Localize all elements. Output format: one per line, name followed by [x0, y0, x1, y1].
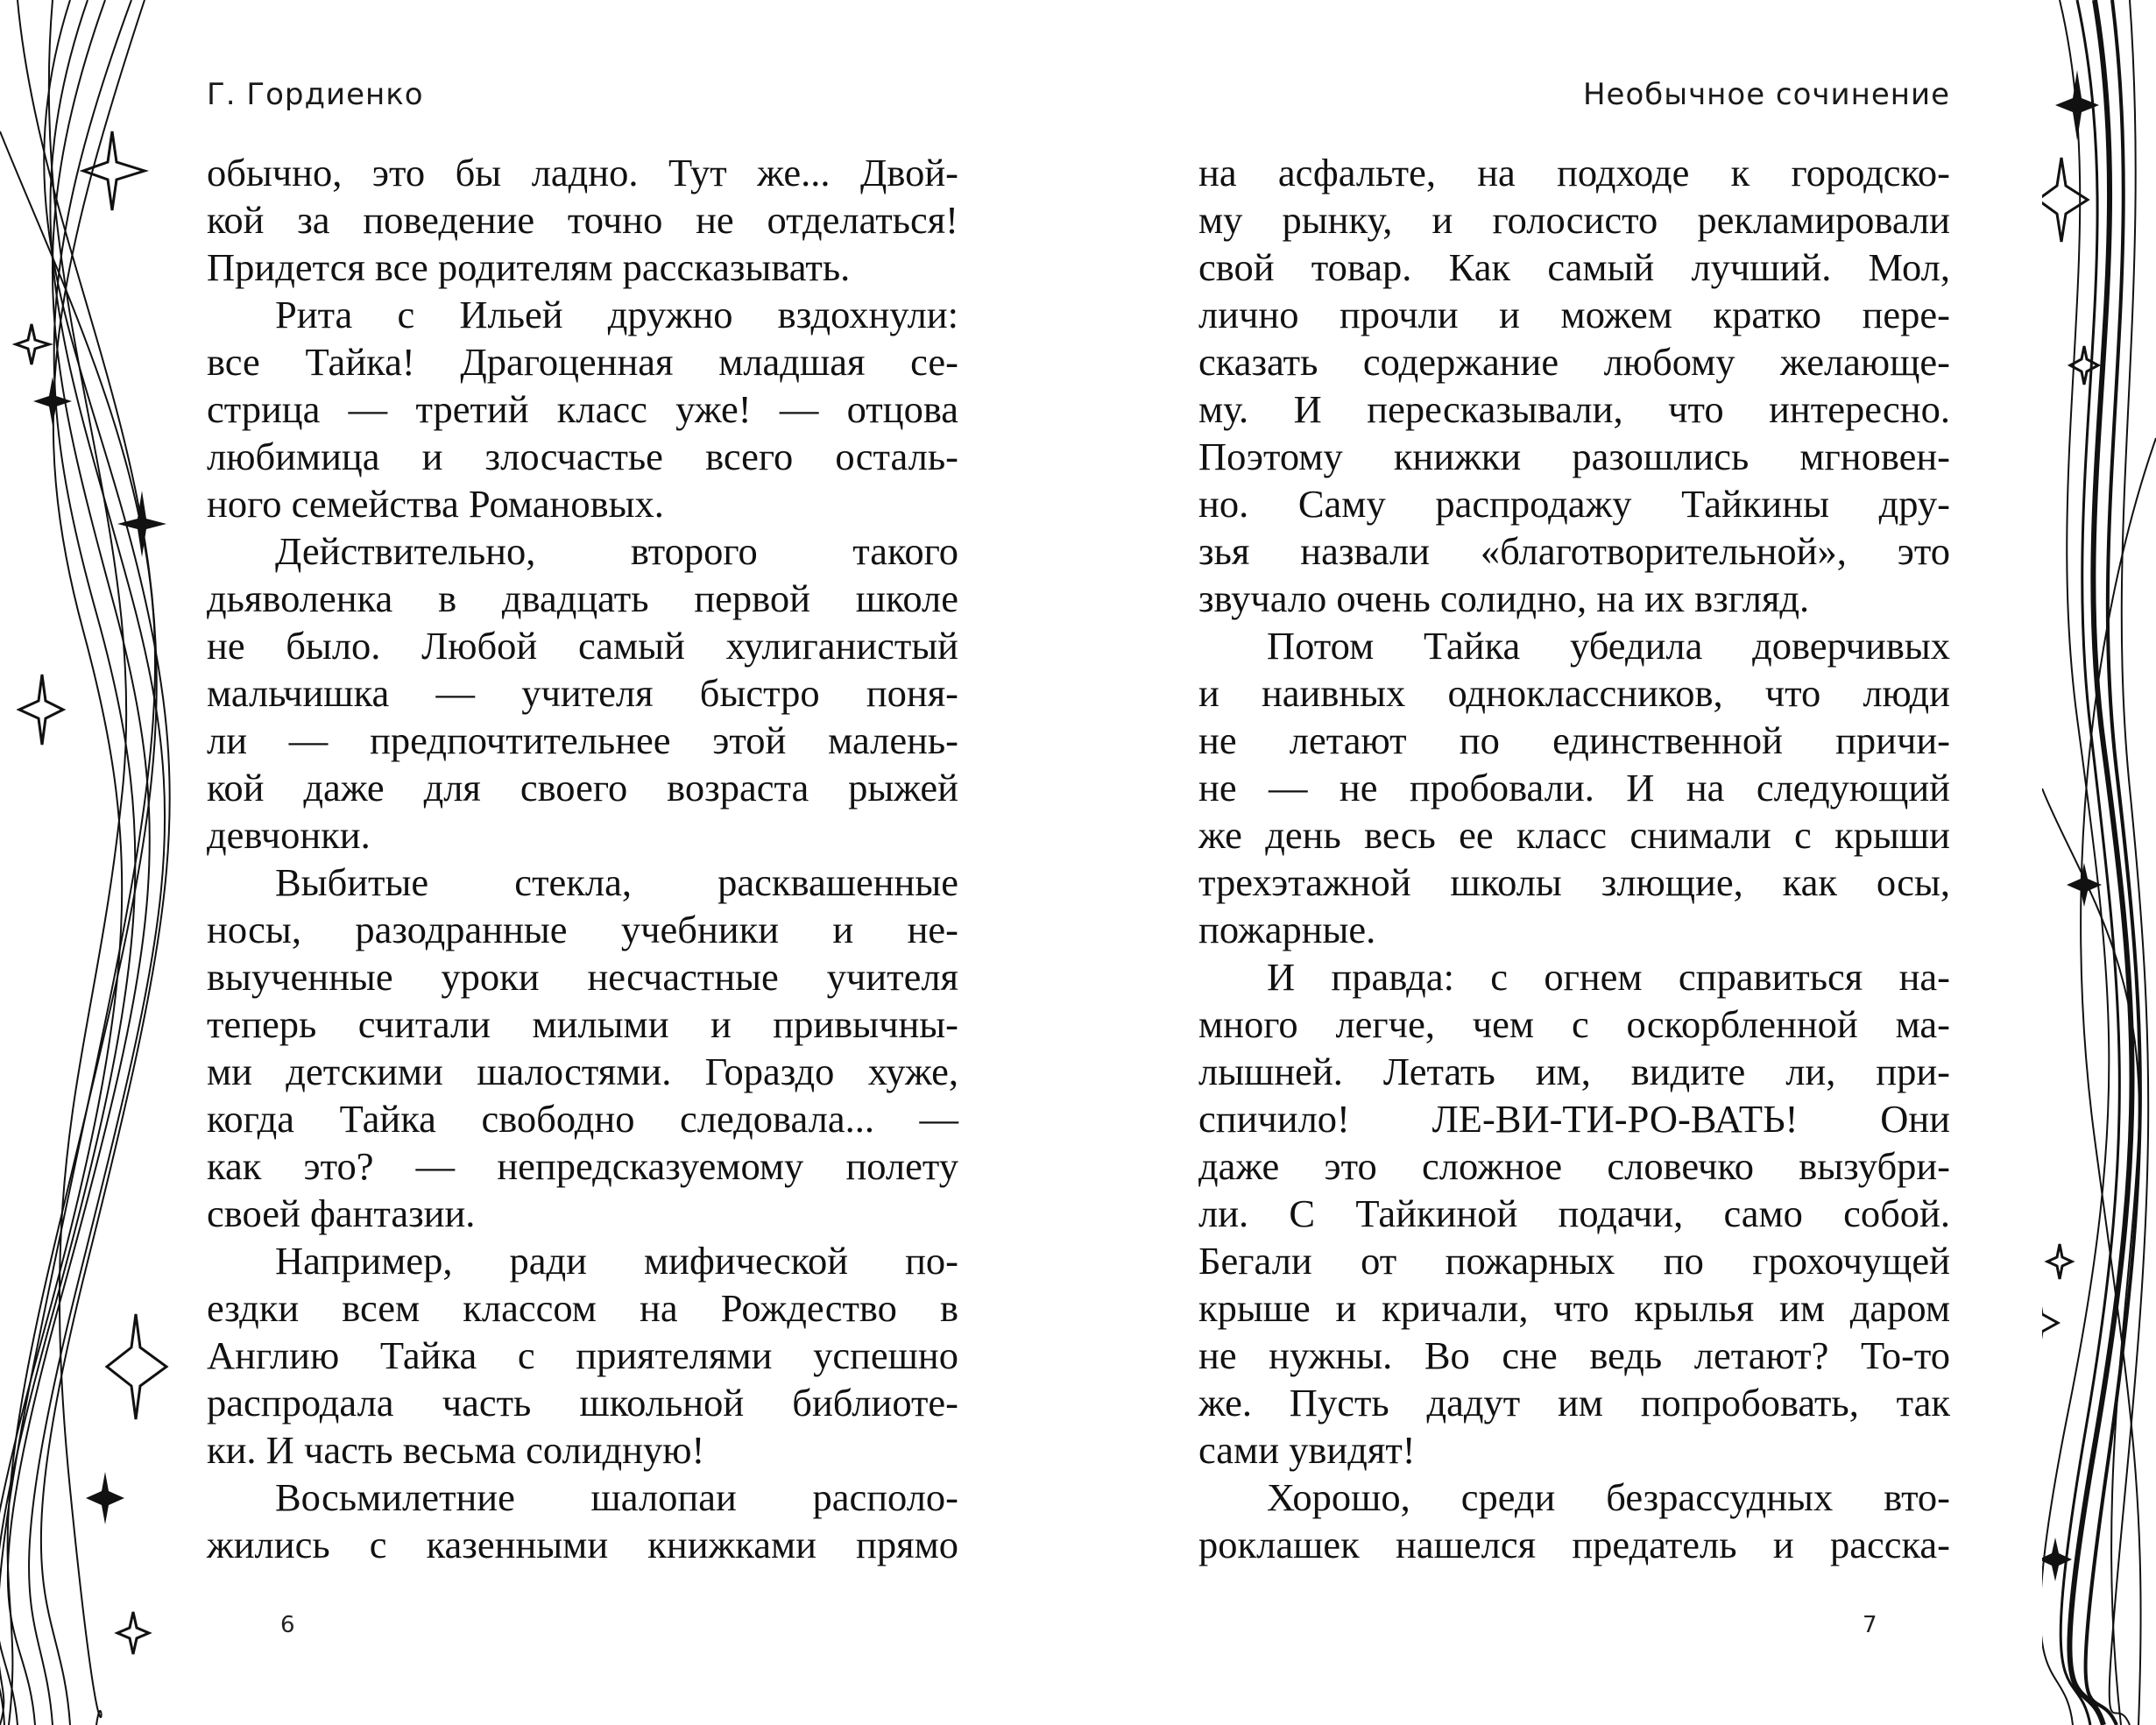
text-line: кой даже для своего возраста рыжей	[207, 766, 958, 809]
text-line: мальчишка — учителя быстро поня-	[207, 671, 958, 715]
page-header-title: Необычное сочинение	[1582, 77, 1950, 112]
text-line: ного семейства Романовых.	[207, 482, 664, 526]
text-line: но. Саму распродажу Тайкины дру-	[1198, 482, 1950, 526]
sparkle-icon	[2055, 70, 2099, 140]
right-page-text	[1198, 149, 1950, 1568]
sparkle-icon	[107, 1314, 166, 1419]
text-line: как это? — непредсказуемому полету	[207, 1144, 958, 1188]
text-line: не — не пробовали. И на следующий	[1198, 766, 1950, 809]
text-line: теперь считали милыми и привычны-	[207, 1002, 958, 1046]
text-line: когда Тайка свободно следовала... —	[207, 1097, 958, 1141]
text-line: Поэтому книжки разошлись мгновен-	[1198, 435, 1950, 478]
text-line: не нужны. Во сне ведь летают? То-то	[1198, 1333, 1950, 1377]
right-page	[1198, 0, 1950, 1725]
text-line: даже это сложное словечко вызубри-	[1198, 1144, 1950, 1188]
text-line: много легче, чем с оскорбленной ма-	[1198, 1002, 1950, 1046]
text-line: Рита с Ильей дружно вздохнули:	[275, 293, 958, 336]
text-line: лышней. Летать им, видите ли, при-	[1198, 1050, 1950, 1093]
text-line: своей фантазии.	[207, 1191, 476, 1235]
text-line: спичило! ЛЕ-ВИ-ТИ-РО-ВАТЬ! Они	[1198, 1097, 1950, 1141]
text-line: Бегали от пожарных по грохочущей	[1198, 1239, 1950, 1283]
sparkle-icon	[33, 377, 72, 426]
text-line: Действительно, второго такого	[275, 529, 958, 573]
text-line: стрица — третий класс уже! — отцова	[207, 387, 958, 431]
text-line: на асфальте, на подходе к городско-	[1198, 151, 1950, 194]
text-line: Придется все родителям рассказывать.	[207, 245, 851, 289]
text-line: дьяволенка в двадцать первой школе	[207, 576, 958, 620]
text-line: не было. Любой самый хулиганистый	[207, 624, 958, 668]
text-line: выученные уроки несчастные учителя	[207, 955, 958, 999]
text-line: же. Пусть дадут им попробовать, так	[1198, 1381, 1950, 1425]
text-line: Хорошо, среди безрассудных вто-	[1267, 1475, 1950, 1519]
text-line: же день весь ее класс снимали с крыши	[1198, 813, 1950, 857]
text-line: Восьмилетние шалопаи располо-	[275, 1475, 958, 1519]
text-line: сами увидят!	[1198, 1428, 1416, 1472]
text-line: свой товар. Как самый лучший. Мол,	[1198, 245, 1950, 289]
text-line: ли. С Тайкиной подачи, само собой.	[1198, 1191, 1950, 1235]
left-page-text	[207, 149, 958, 1568]
text-line: ли — предпочтительнее этой малень-	[207, 718, 958, 762]
text-line: ездки всем классом на Рождество в	[207, 1286, 958, 1330]
text-line: кой за поведение точно не отделаться!	[207, 198, 958, 242]
sparkle-icon	[19, 675, 63, 745]
page-header-author: Г. Гордиенко	[207, 77, 424, 112]
text-line: И правда: с огнем справиться на-	[1267, 955, 1950, 999]
text-line: и наивных одноклассников, что люди	[1198, 671, 1950, 715]
text-line: девчонки.	[207, 813, 371, 857]
left-page	[207, 0, 958, 1725]
text-line: крыше и кричали, что крылья им даром	[1198, 1286, 1950, 1330]
page-number: 6	[280, 1612, 295, 1638]
sparkle-icon	[2047, 1244, 2072, 1279]
sparkle-icon	[86, 1472, 124, 1524]
sparkle-icon	[16, 324, 49, 364]
text-line: пожарные.	[1198, 908, 1376, 951]
text-line: не летают по единственной причи-	[1198, 718, 1950, 762]
text-line: му. И пересказывали, что интересно.	[1198, 387, 1950, 431]
text-line: ки. И часть весьма солидную!	[207, 1428, 705, 1472]
text-line: обычно, это бы ладно. Тут же... Двой-	[207, 151, 958, 194]
text-line: Выбитые стекла, расквашенные	[275, 860, 958, 904]
sparkle-icon	[117, 1612, 149, 1654]
text-line: любимица и злосчастье всего осталь-	[207, 435, 958, 478]
text-line: ми детскими шалостями. Гораздо хуже,	[207, 1050, 958, 1093]
text-line: звучало очень солидно, на их взгляд.	[1198, 576, 1810, 620]
text-line: му рынку, и голосисто рекламировали	[1198, 198, 1950, 242]
text-line: носы, разодранные учебники и не-	[207, 908, 958, 951]
text-line: трехэтажной школы злющие, как осы,	[1198, 860, 1950, 904]
sparkle-icon	[117, 491, 166, 557]
text-line: жились с казенными книжками прямо	[207, 1523, 958, 1566]
left-decorative-border	[0, 0, 184, 1725]
text-line: Например, ради мифической по-	[275, 1239, 958, 1283]
text-line: сказать содержание любому желающе-	[1198, 340, 1950, 384]
text-line: роклашек нашелся предатель и расска-	[1198, 1523, 1950, 1566]
text-line: распродала часть школьной библиоте-	[207, 1381, 958, 1425]
text-line: зья назвали «благотворительной», это	[1198, 529, 1950, 573]
text-line: Потом Тайка убедила доверчивых	[1267, 624, 1950, 668]
text-line: все Тайка! Драгоценная младшая се-	[207, 340, 958, 384]
text-line: лично прочли и можем кратко пере-	[1198, 293, 1950, 336]
right-decorative-border	[2042, 0, 2156, 1725]
sparkle-icon	[2042, 1288, 2058, 1358]
text-line: Англию Тайка с приятелями успешно	[207, 1333, 958, 1377]
page-number: 7	[1863, 1612, 1877, 1638]
